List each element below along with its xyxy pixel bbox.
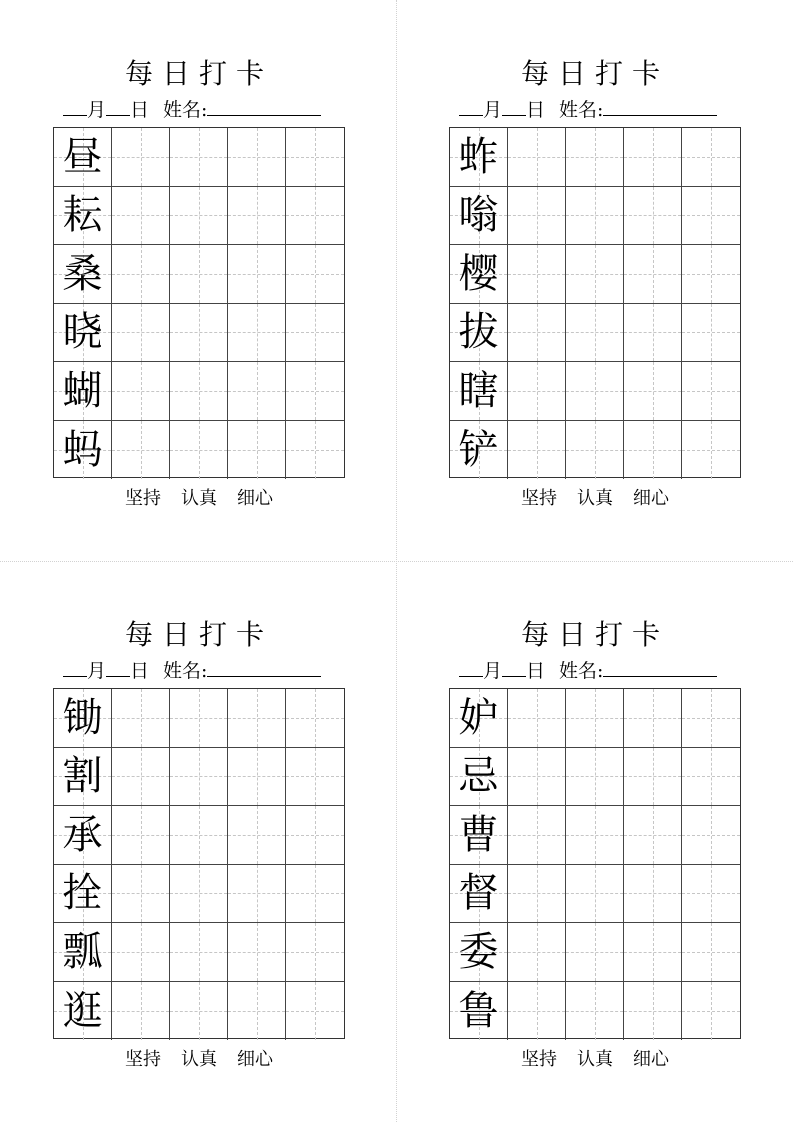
model-character: 妒 — [458, 694, 499, 741]
practice-cell[interactable] — [682, 304, 740, 362]
practice-cell[interactable] — [566, 806, 624, 864]
practice-cell[interactable] — [508, 806, 566, 864]
motto — [449, 488, 741, 510]
practice-cell[interactable] — [112, 304, 170, 362]
practice-cell[interactable] — [624, 865, 682, 923]
checkin-card — [449, 0, 741, 509]
grid-row — [450, 245, 740, 304]
practice-cell[interactable] — [508, 304, 566, 362]
practice-cell[interactable] — [228, 689, 286, 747]
grid-row — [54, 748, 344, 807]
practice-cell[interactable] — [112, 748, 170, 806]
writing-grid — [53, 127, 345, 478]
practice-cell[interactable] — [624, 187, 682, 245]
practice-cell[interactable] — [286, 245, 344, 303]
day-blank[interactable] — [106, 657, 130, 677]
practice-cell[interactable] — [286, 806, 344, 864]
practice-cell[interactable] — [682, 923, 740, 981]
grid-row — [54, 362, 344, 421]
practice-cell[interactable] — [566, 304, 624, 362]
practice-cell[interactable] — [682, 421, 740, 480]
motto-word: 细心 — [237, 488, 273, 509]
model-character-cell — [54, 806, 112, 864]
month-blank[interactable] — [459, 657, 483, 677]
practice-cell[interactable] — [170, 245, 228, 303]
model-character: 逛 — [62, 987, 103, 1034]
practice-cell[interactable] — [228, 245, 286, 303]
name-label: 姓名: — [163, 660, 208, 682]
model-character: 晓 — [62, 309, 103, 356]
motto-word: 认真 — [577, 488, 613, 509]
practice-cell[interactable] — [228, 128, 286, 186]
writing-grid — [449, 688, 741, 1039]
grid-row — [450, 187, 740, 246]
model-character-cell — [54, 304, 112, 362]
practice-cell[interactable] — [228, 806, 286, 864]
practice-cell[interactable] — [286, 304, 344, 362]
model-character: 瓢 — [62, 928, 103, 975]
practice-cell[interactable] — [508, 748, 566, 806]
motto — [449, 1049, 741, 1071]
practice-cell[interactable] — [286, 187, 344, 245]
model-character-cell — [54, 187, 112, 245]
grid-row — [450, 304, 740, 363]
model-character-cell — [54, 245, 112, 303]
practice-cell[interactable] — [286, 421, 344, 480]
model-character: 拴 — [62, 870, 103, 917]
model-character-cell — [54, 689, 112, 747]
practice-cell[interactable] — [286, 923, 344, 981]
model-character: 锄 — [62, 694, 103, 741]
motto-word: 认真 — [181, 1049, 217, 1070]
practice-cell[interactable] — [170, 421, 228, 480]
practice-cell[interactable] — [566, 865, 624, 923]
day-blank[interactable] — [502, 657, 526, 677]
practice-cell[interactable] — [624, 689, 682, 747]
practice-cell[interactable] — [286, 689, 344, 747]
practice-cell[interactable] — [286, 362, 344, 420]
grid-row — [450, 865, 740, 924]
model-character-cell — [450, 245, 508, 303]
model-character-cell — [450, 865, 508, 923]
model-character-cell — [450, 421, 508, 480]
practice-cell[interactable] — [624, 982, 682, 1041]
motto-word: 坚持 — [521, 1049, 557, 1070]
name-blank[interactable] — [603, 657, 717, 677]
practice-cell[interactable] — [286, 748, 344, 806]
grid-row — [54, 304, 344, 363]
practice-cell[interactable] — [566, 128, 624, 186]
model-character-cell — [450, 806, 508, 864]
practice-cell[interactable] — [170, 923, 228, 981]
model-character-cell — [54, 421, 112, 480]
motto-word: 细心 — [237, 1049, 273, 1070]
practice-cell[interactable] — [170, 304, 228, 362]
month-blank[interactable] — [459, 96, 483, 116]
practice-cell[interactable] — [170, 806, 228, 864]
model-character: 昼 — [62, 133, 103, 180]
practice-cell[interactable] — [508, 128, 566, 186]
practice-cell[interactable] — [286, 982, 344, 1041]
practice-cell[interactable] — [624, 923, 682, 981]
name-blank[interactable] — [207, 96, 321, 116]
grid-row — [450, 806, 740, 865]
model-character: 瞎 — [458, 367, 499, 414]
motto — [53, 488, 345, 510]
motto — [53, 1049, 345, 1071]
motto-word: 坚持 — [125, 488, 161, 509]
grid-row — [450, 923, 740, 982]
practice-cell[interactable] — [170, 689, 228, 747]
name-label: 姓名: — [559, 660, 604, 682]
practice-cell[interactable] — [508, 421, 566, 480]
practice-cell[interactable] — [508, 923, 566, 981]
model-character: 樱 — [458, 250, 499, 297]
practice-cell[interactable] — [624, 748, 682, 806]
practice-cell[interactable] — [170, 982, 228, 1041]
practice-cell[interactable] — [170, 748, 228, 806]
grid-row — [54, 689, 344, 748]
day-label: 日 — [526, 660, 546, 682]
practice-cell[interactable] — [228, 362, 286, 420]
day-label: 日 — [130, 99, 150, 121]
practice-cell[interactable] — [566, 187, 624, 245]
practice-cell[interactable] — [566, 362, 624, 420]
practice-cell[interactable] — [566, 982, 624, 1041]
practice-cell[interactable] — [228, 304, 286, 362]
practice-cell[interactable] — [566, 421, 624, 480]
practice-cell[interactable] — [566, 748, 624, 806]
practice-cell[interactable] — [112, 689, 170, 747]
practice-cell[interactable] — [682, 865, 740, 923]
model-character: 蝴 — [62, 367, 103, 414]
grid-row — [450, 689, 740, 748]
practice-cell[interactable] — [112, 982, 170, 1041]
card-title: 每日打卡 — [124, 57, 273, 90]
grid-row — [54, 982, 344, 1041]
practice-cell[interactable] — [682, 187, 740, 245]
checkin-card — [53, 561, 345, 1070]
practice-cell[interactable] — [170, 362, 228, 420]
model-character: 桑 — [62, 250, 103, 297]
grid-row — [54, 128, 344, 187]
practice-cell[interactable] — [112, 865, 170, 923]
name-blank[interactable] — [207, 657, 321, 677]
grid-row — [54, 187, 344, 246]
grid-row — [450, 128, 740, 187]
practice-cell[interactable] — [682, 689, 740, 747]
model-character: 耘 — [62, 192, 103, 239]
model-character: 鲁 — [458, 987, 499, 1034]
date-name-line — [63, 96, 345, 120]
grid-row — [54, 421, 344, 480]
practice-cell[interactable] — [682, 128, 740, 186]
model-character-cell — [450, 187, 508, 245]
month-blank[interactable] — [63, 96, 87, 116]
practice-cell[interactable] — [624, 245, 682, 303]
day-blank[interactable] — [502, 96, 526, 116]
practice-cell[interactable] — [508, 362, 566, 420]
practice-cell[interactable] — [624, 304, 682, 362]
day-label: 日 — [130, 660, 150, 682]
grid-row — [450, 421, 740, 480]
model-character-cell — [54, 982, 112, 1041]
practice-cell[interactable] — [566, 689, 624, 747]
practice-cell[interactable] — [228, 187, 286, 245]
practice-cell[interactable] — [112, 923, 170, 981]
grid-row — [54, 806, 344, 865]
model-character-cell — [450, 923, 508, 981]
writing-grid — [449, 127, 741, 478]
motto-word: 认真 — [577, 1049, 613, 1070]
practice-cell[interactable] — [624, 806, 682, 864]
name-label: 姓名: — [163, 99, 208, 121]
checkin-card — [449, 561, 741, 1070]
date-name-line — [459, 96, 741, 120]
card-title: 每日打卡 — [124, 618, 273, 651]
practice-cell[interactable] — [228, 421, 286, 480]
month-label: 月 — [87, 660, 107, 682]
practice-cell[interactable] — [566, 245, 624, 303]
practice-cell[interactable] — [228, 748, 286, 806]
practice-cell[interactable] — [228, 923, 286, 981]
practice-cell[interactable] — [170, 865, 228, 923]
model-character: 铲 — [458, 426, 499, 473]
model-character-cell — [450, 362, 508, 420]
grid-row — [54, 865, 344, 924]
month-label: 月 — [483, 99, 503, 121]
model-character: 委 — [458, 928, 499, 975]
practice-cell[interactable] — [112, 128, 170, 186]
practice-cell[interactable] — [112, 187, 170, 245]
model-character-cell — [450, 748, 508, 806]
practice-cell[interactable] — [508, 865, 566, 923]
model-character-cell — [450, 128, 508, 186]
model-character: 承 — [62, 811, 103, 858]
practice-cell[interactable] — [566, 923, 624, 981]
model-character-cell — [450, 304, 508, 362]
practice-cell[interactable] — [112, 806, 170, 864]
practice-cell[interactable] — [508, 982, 566, 1041]
motto-word: 坚持 — [125, 1049, 161, 1070]
practice-cell[interactable] — [286, 865, 344, 923]
name-label: 姓名: — [559, 99, 604, 121]
date-name-line — [459, 657, 741, 681]
practice-cell[interactable] — [508, 187, 566, 245]
model-character: 曹 — [458, 811, 499, 858]
model-character-cell — [54, 923, 112, 981]
motto-word: 认真 — [181, 488, 217, 509]
practice-cell[interactable] — [682, 245, 740, 303]
practice-cell[interactable] — [112, 245, 170, 303]
model-character-cell — [54, 865, 112, 923]
model-character: 督 — [458, 870, 499, 917]
practice-cell[interactable] — [170, 187, 228, 245]
practice-cell[interactable] — [508, 689, 566, 747]
model-character: 拔 — [458, 309, 499, 356]
motto-word: 细心 — [633, 488, 669, 509]
model-character: 蚂 — [62, 426, 103, 473]
practice-cell[interactable] — [170, 128, 228, 186]
model-character: 忌 — [458, 753, 499, 800]
practice-cell[interactable] — [286, 128, 344, 186]
practice-cell[interactable] — [624, 362, 682, 420]
grid-row — [450, 748, 740, 807]
practice-cell[interactable] — [228, 865, 286, 923]
name-blank[interactable] — [603, 96, 717, 116]
model-character: 嗡 — [458, 192, 499, 239]
practice-cell[interactable] — [682, 982, 740, 1041]
motto-word: 细心 — [633, 1049, 669, 1070]
model-character-cell — [54, 748, 112, 806]
grid-row — [450, 982, 740, 1041]
practice-cell[interactable] — [508, 245, 566, 303]
month-label: 月 — [87, 99, 107, 121]
month-label: 月 — [483, 660, 503, 682]
practice-cell[interactable] — [624, 128, 682, 186]
practice-cell[interactable] — [682, 362, 740, 420]
practice-cell[interactable] — [682, 748, 740, 806]
grid-row — [54, 923, 344, 982]
model-character-cell — [54, 128, 112, 186]
writing-grid — [53, 688, 345, 1039]
motto-word: 坚持 — [521, 488, 557, 509]
card-title: 每日打卡 — [520, 57, 669, 90]
practice-cell[interactable] — [682, 806, 740, 864]
date-name-line — [63, 657, 345, 681]
day-label: 日 — [526, 99, 546, 121]
card-title: 每日打卡 — [520, 618, 669, 651]
model-character-cell — [54, 362, 112, 420]
practice-cell[interactable] — [624, 421, 682, 480]
practice-cell[interactable] — [228, 982, 286, 1041]
model-character: 蚱 — [458, 133, 499, 180]
grid-row — [450, 362, 740, 421]
month-blank[interactable] — [63, 657, 87, 677]
day-blank[interactable] — [106, 96, 130, 116]
model-character-cell — [450, 689, 508, 747]
checkin-card — [53, 0, 345, 509]
model-character-cell — [450, 982, 508, 1041]
practice-cell[interactable] — [112, 362, 170, 420]
grid-row — [54, 245, 344, 304]
model-character: 割 — [62, 753, 103, 800]
practice-cell[interactable] — [112, 421, 170, 480]
